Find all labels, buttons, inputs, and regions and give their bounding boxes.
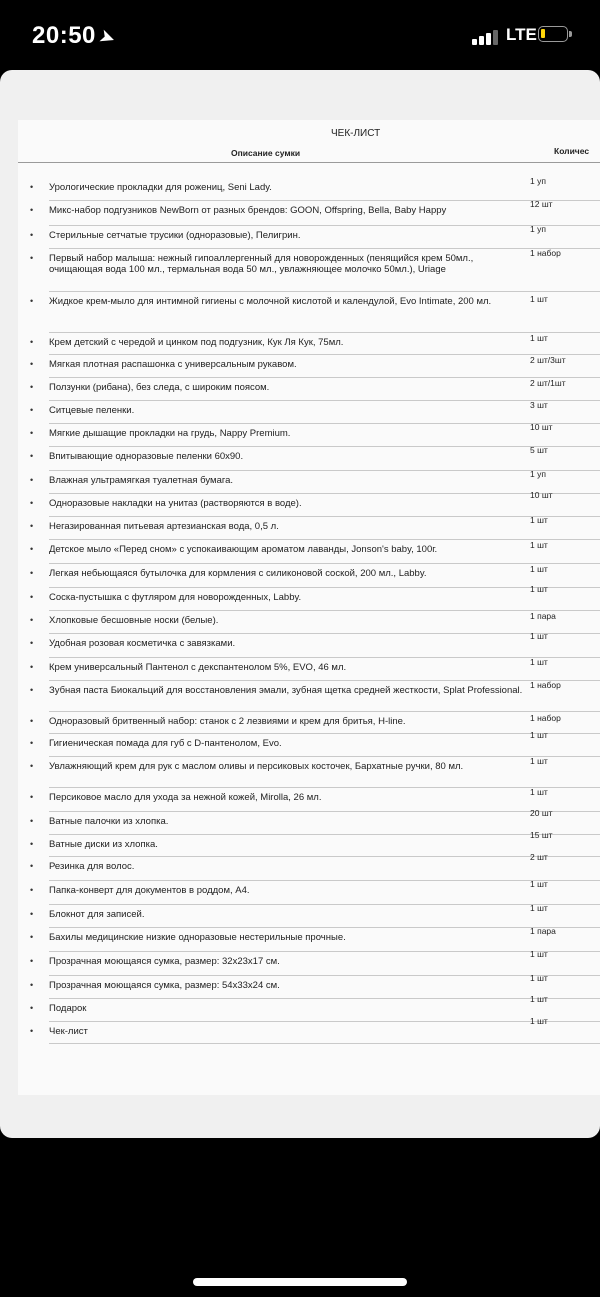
table-row — [18, 1016, 600, 1037]
table-row — [18, 611, 600, 626]
item-quantity: 1 уп — [530, 176, 546, 186]
item-quantity: 12 шт — [530, 199, 553, 209]
row-divider — [18, 711, 600, 712]
item-quantity: 1 шт — [530, 879, 548, 889]
item-quantity: 20 шт — [530, 808, 553, 818]
item-quantity: 1 уп — [530, 469, 546, 479]
row-divider — [18, 998, 600, 999]
item-quantity: 1 шт — [530, 973, 548, 983]
bullet: • — [30, 909, 34, 919]
row-divider — [18, 539, 600, 540]
item-description: Персиковое масло для ухода за нежной кожей, Mirolla, 26 мл. — [49, 792, 322, 803]
checklist-document — [18, 120, 600, 1095]
item-quantity: 1 шт — [530, 515, 548, 525]
item-description: Увлажняющий крем для рук с маслом оливы и персиковых косточек, Бархатные ручки, 80 мл. — [49, 761, 464, 772]
bullet: • — [30, 568, 34, 578]
bullet: • — [30, 839, 34, 849]
row-divider — [18, 248, 600, 249]
table-row — [18, 973, 600, 991]
item-description: Бахилы медицинские низкие одноразовые нестерильные прочные. — [49, 932, 346, 943]
row-divider — [18, 200, 600, 201]
item-description: Ползунки (рибана), без следа, с широким поясом. — [49, 382, 270, 393]
bullet: • — [30, 956, 34, 966]
row-divider — [18, 400, 600, 401]
item-description: Мягкая плотная распашонка с универсальным рукавом. — [49, 359, 297, 370]
bullet: • — [30, 861, 34, 871]
item-quantity: 1 шт — [530, 584, 548, 594]
network-type: LTE — [506, 25, 537, 44]
bullet: • — [30, 1003, 34, 1013]
item-quantity: 1 пара — [530, 926, 556, 936]
table-row — [18, 631, 600, 649]
bullet: • — [30, 544, 34, 554]
item-description: Впитывающие одноразовые пеленки 60х90. — [49, 451, 244, 462]
bullet: • — [30, 816, 34, 826]
table-row — [18, 199, 600, 216]
item-description: Хлопковые бесшовные носки (белые). — [49, 615, 219, 626]
bullet: • — [30, 980, 34, 990]
item-quantity: 3 шт — [530, 400, 548, 410]
bullet: • — [30, 885, 34, 895]
item-description: Подарок — [49, 1003, 87, 1014]
item-quantity: 1 шт — [530, 333, 548, 343]
row-divider — [18, 493, 600, 494]
row-divider — [18, 657, 600, 658]
table-row — [18, 333, 600, 348]
item-description: Ватные диски из хлопка. — [49, 839, 158, 850]
item-description: Детское мыло «Перед сном» с успокаивающим ароматом лаванды, Jonson's baby, 100г. — [49, 544, 438, 555]
table-row — [18, 355, 600, 370]
item-quantity: 10 шт — [530, 422, 553, 432]
item-description: Прозрачная моющаяся сумка, размер: 32х23х17 см. — [49, 956, 280, 967]
bullet: • — [30, 253, 34, 263]
item-quantity: 5 шт — [530, 445, 548, 455]
item-description: Мягкие дышащие прокладки на грудь, Nappy Premium. — [49, 428, 291, 439]
row-divider — [18, 377, 600, 378]
row-divider — [18, 516, 600, 517]
row-divider — [18, 927, 600, 928]
table-row — [18, 469, 600, 486]
row-divider — [18, 733, 600, 734]
row-divider — [18, 904, 600, 905]
item-quantity: 1 набор — [530, 680, 561, 690]
item-quantity: 1 пара — [530, 611, 556, 621]
item-quantity: 1 шт — [530, 787, 548, 797]
status-bar — [0, 0, 600, 70]
bullet: • — [30, 1026, 34, 1036]
home-indicator[interactable] — [193, 1278, 407, 1286]
item-quantity: 1 шт — [530, 1016, 548, 1026]
item-quantity: 1 шт — [530, 903, 548, 913]
item-description: Крем детский с чередой и цинком под подгузник, Кук Ля Кук, 75мл. — [49, 337, 344, 348]
row-divider — [18, 756, 600, 757]
row-divider — [18, 225, 600, 226]
table-row — [18, 713, 600, 727]
item-description: Ватные палочки из хлопка. — [49, 816, 169, 827]
bullet: • — [30, 615, 34, 625]
table-row — [18, 224, 600, 241]
item-description: Удобная розовая косметичка с завязками. — [49, 638, 236, 649]
item-quantity: 15 шт — [530, 830, 553, 840]
item-description: Легкая небьющаяся бутылочка для кормления с силиконовой соской, 200 мл., Labby. — [49, 568, 427, 579]
table-row — [18, 852, 600, 872]
bullet: • — [30, 685, 34, 695]
item-description: Прозрачная моющаяся сумка, размер: 54х33х24 см. — [49, 980, 280, 991]
item-description: Одноразовый бритвенный набор: станок с 2 лезвиями и крем для бритья, H-line. — [49, 716, 406, 727]
row-divider — [18, 354, 600, 355]
bullet: • — [30, 662, 34, 672]
cellular-signal-icon — [472, 29, 500, 45]
table-row — [18, 584, 600, 603]
bullet: • — [30, 205, 34, 215]
item-quantity: 1 шт — [530, 294, 548, 304]
bullet: • — [30, 638, 34, 648]
item-quantity: 1 набор — [530, 248, 561, 258]
bullet: • — [30, 932, 34, 942]
row-divider — [18, 423, 600, 424]
item-quantity: 2 шт/1шт — [530, 378, 566, 388]
bullet: • — [30, 382, 34, 392]
item-description: Жидкое крем-мыло для интимной гигиены с молочной кислотой и календулой, Evo Intimate, 200 мл. — [49, 296, 492, 307]
item-quantity: 1 шт — [530, 540, 548, 550]
location-arrow-icon: ➤ — [97, 26, 118, 49]
item-description: Блокнот для записей. — [49, 909, 145, 920]
item-quantity: 1 шт — [530, 564, 548, 574]
status-time: 20:50➤ — [32, 22, 118, 49]
photo-card — [0, 70, 600, 1138]
battery-icon — [538, 26, 568, 42]
table-row — [18, 515, 600, 532]
item-description: Крем универсальный Пантенол с декспантенолом 5%, EVO, 46 мл. — [49, 662, 347, 673]
row-divider — [18, 834, 600, 835]
row-divider — [18, 610, 600, 611]
item-quantity: 1 шт — [530, 949, 548, 959]
row-divider — [18, 1021, 600, 1022]
item-description: Негазированная питьевая артезианская вода, 0,5 л. — [49, 521, 279, 532]
table-row — [18, 564, 600, 579]
table-row — [18, 490, 600, 509]
bullet: • — [30, 738, 34, 748]
item-description: Соска-пустышка с футляром для новорожденных, Labby. — [49, 592, 302, 603]
row-divider — [18, 975, 600, 976]
item-description: Резинка для волос. — [49, 861, 135, 872]
bullet: • — [30, 296, 34, 306]
item-description: Ситцевые пеленки. — [49, 405, 135, 416]
item-quantity: 1 шт — [530, 730, 548, 740]
row-divider — [18, 563, 600, 564]
bullet: • — [30, 337, 34, 347]
item-description: Влажная ультрамягкая туалетная бумага. — [49, 475, 234, 486]
item-quantity: 2 шт/3шт — [530, 355, 566, 365]
item-description: Урологические прокладки для рожениц, Seni Lady. — [49, 182, 272, 193]
item-description: Гигиеническая помада для губ с D-пантенолом, Evo. — [49, 738, 282, 749]
table-row — [18, 657, 600, 673]
item-description: Микс-набор подгузников NewBorn от разных брендов: GOON, Offspring, Bella, Baby Happy — [49, 205, 447, 216]
table-row — [18, 926, 600, 943]
table-row — [18, 294, 600, 307]
table-row — [18, 378, 600, 393]
row-divider — [18, 787, 600, 788]
bullet: • — [30, 451, 34, 461]
row-divider — [18, 856, 600, 857]
table-row — [18, 540, 600, 555]
row-divider — [18, 680, 600, 681]
table-row — [18, 176, 600, 193]
table-row — [18, 756, 600, 772]
table-row — [18, 680, 600, 696]
item-quantity: 1 набор — [530, 713, 561, 723]
table-row — [18, 248, 600, 275]
bullet: • — [30, 792, 34, 802]
item-description: Одноразовые накладки на унитаз (растворяются в воде). — [49, 498, 302, 509]
row-divider — [18, 811, 600, 812]
item-description: Чек-лист — [49, 1026, 88, 1037]
bullet: • — [30, 405, 34, 415]
bullet: • — [30, 498, 34, 508]
bullet: • — [30, 428, 34, 438]
row-divider — [18, 587, 600, 588]
document-title: ЧЕК-ЛИСТ — [331, 128, 381, 139]
table-row — [18, 903, 600, 920]
bullet: • — [30, 230, 34, 240]
row-divider — [18, 291, 600, 292]
table-row — [18, 949, 600, 967]
column-header-quantity: Количес — [554, 146, 590, 156]
table-row — [18, 830, 600, 850]
table-row — [18, 422, 600, 439]
table-header — [18, 148, 600, 163]
table-row — [18, 879, 600, 896]
item-quantity: 1 шт — [530, 657, 548, 667]
item-quantity: 1 уп — [530, 224, 546, 234]
row-divider — [18, 951, 600, 952]
table-row — [18, 730, 600, 749]
bullet: • — [30, 592, 34, 602]
row-divider — [18, 446, 600, 447]
item-quantity: 1 шт — [530, 756, 548, 766]
bullet: • — [30, 475, 34, 485]
item-description: Папка-конверт для документов в роддом, А4. — [49, 885, 250, 896]
table-row — [18, 808, 600, 827]
bullet: • — [30, 521, 34, 531]
row-divider — [18, 633, 600, 634]
row-divider — [18, 1043, 600, 1044]
bullet: • — [30, 716, 34, 726]
row-divider — [18, 470, 600, 471]
item-quantity: 1 шт — [530, 994, 548, 1004]
item-description: Первый набор малыша: нежный гипоаллергенный для новорожденных (пенящийся крем 50мл., очищающая вода 100 мл., термальная вода 50 мл., увлажняющее молочко 50мл.), Uriage — [49, 253, 474, 275]
bullet: • — [30, 182, 34, 192]
item-quantity: 1 шт — [530, 631, 548, 641]
column-header-description: Описание сумки — [231, 148, 301, 158]
item-description: Зубная паста Биокальций для восстановления эмали, зубная щетка средней жесткости, Splat Professional. — [49, 685, 523, 696]
item-quantity: 10 шт — [530, 490, 553, 500]
table-row — [18, 445, 600, 462]
row-divider — [18, 880, 600, 881]
item-description: Стерильные сетчатые трусики (одноразовые), Пелигрин. — [49, 230, 301, 241]
table-row — [18, 787, 600, 803]
table-row — [18, 994, 600, 1014]
item-quantity: 2 шт — [530, 852, 548, 862]
table-row — [18, 400, 600, 416]
bullet: • — [30, 359, 34, 369]
bullet: • — [30, 761, 34, 771]
row-divider — [18, 332, 600, 333]
